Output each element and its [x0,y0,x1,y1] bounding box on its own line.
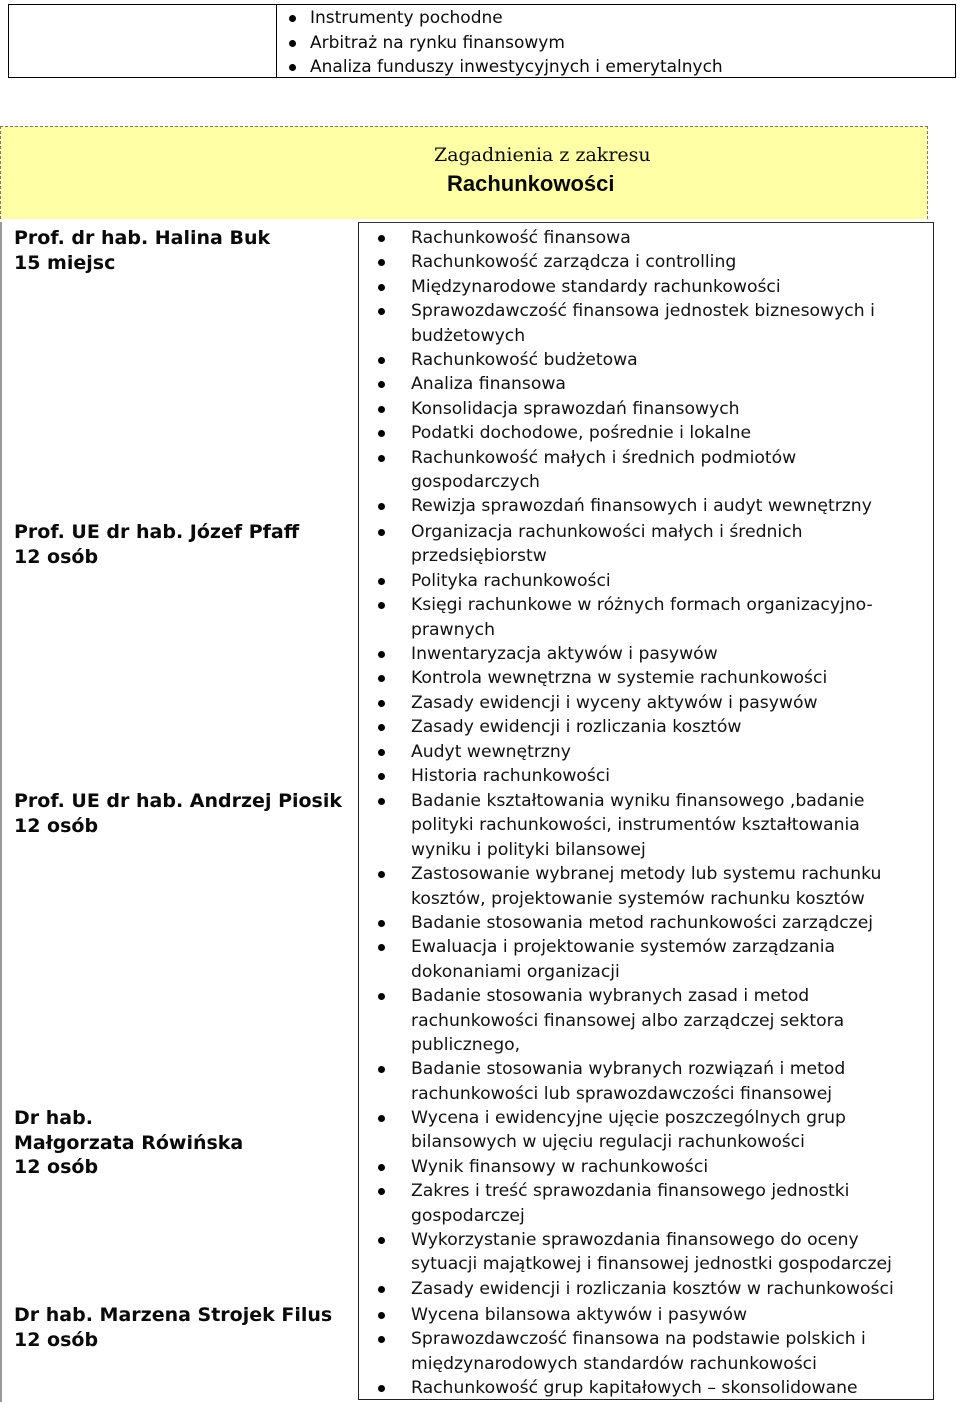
section-header-subtitle: Zagadnienia z zakresu [434,144,651,166]
section-header-title: Rachunkowości [447,171,615,196]
table-left-border [0,222,2,1402]
list-item: Rachunkowość finansowa [372,226,922,250]
list-item: Badanie stosowania wybranych rozwiązań i metod rachunkowości lub sprawozdawczości finansowej [372,1057,891,1106]
lecturer-name: Prof. UE dr hab. Andrzej Piosik [14,790,343,812]
list-item: Zastosowanie wybranej metody lub systemu rachunku kosztów, projektowanie systemów rachunku kosztów [372,862,911,911]
list-item: Sprawozdawczość finansowa na podstawie polskich i międzynarodowych standardów rachunkowości [372,1327,901,1376]
list-item: Rachunkowość budżetowa [372,348,922,372]
list-item: Zasady ewidencji i wyceny aktywów i pasywów [372,691,922,715]
list-item: Arbitraż na rynku finansowym [288,31,723,56]
list-item: Wykorzystanie sprawozdania finansowego do oceny sytuacji majątkowej i finansowej jednostki gospodarczej [372,1228,901,1277]
list-item: Analiza finansowa [372,372,922,396]
list-item: Zasady ewidencji i rozliczania kosztów w rachunkowości [372,1277,922,1301]
topic-list [372,226,922,519]
topic-list [372,1303,922,1401]
lecturer-name: Dr hab. Marzena Strojek Filus [14,1304,333,1326]
lecturer-title: Dr hab. [14,1107,93,1129]
list-item: Instrumenty pochodne [288,6,723,31]
list-item: Badanie stosowania metod rachunkowości zarządczej [372,911,922,935]
lecturer-places: 12 osób [14,1328,99,1351]
list-item: Wycena i ewidencyjne ujęcie poszczególnych grup bilansowych w ujęciu regulacji rachunkowości [372,1106,911,1155]
top-topic-list [288,6,723,80]
list-item: Księgi rachunkowe w różnych formach organizacyjno-prawnych [372,593,911,642]
list-item: Zakres i treść sprawozdania finansowego jednostki gospodarczej [372,1179,911,1228]
lecturer-cell [14,520,299,569]
list-item: Polityka rachunkowości [372,569,922,593]
list-item: Podatki dochodowe, pośrednie i lokalne [372,421,922,445]
list-item: Organizacja rachunkowości małych i średnich przedsiębiorstw [372,520,861,569]
list-item: Kontrola wewnętrzna w systemie rachunkowości [372,666,922,690]
lecturer-places: 12 osób [14,1156,99,1178]
lecturer-places: 15 miejsc [14,251,116,274]
lecturer-name: Prof. dr hab. Halina Buk [14,227,271,249]
topic-list [372,789,922,1106]
lecturer-places: 12 osób [14,545,99,568]
lecturer-cell [14,1303,332,1352]
lecturer-cell [14,1106,243,1180]
list-item: Wycena bilansowa aktywów i pasywów [372,1303,922,1327]
list-item: Rachunkowość zarządcza i controlling [372,250,922,274]
list-item: Rewizja sprawozdań finansowych i audyt wewnętrzny [372,494,922,518]
list-item: Konsolidacja sprawozdań finansowych [372,397,922,421]
lecturer-name: Małgorzata Rówińska [14,1131,244,1154]
list-item: Historia rachunkowości [372,764,922,788]
list-item: Rachunkowość małych i średnich podmiotów gospodarczych [372,446,841,495]
list-item: Międzynarodowe standardy rachunkowości [372,275,922,299]
list-item: Zasady ewidencji i rozliczania kosztów [372,715,922,739]
list-item: Sprawozdawczość finansowa jednostek biznesowych i budżetowych [372,299,922,348]
list-item: Wynik finansowy w rachunkowości [372,1155,922,1179]
list-item: Audyt wewnętrzny [372,740,922,764]
lecturer-cell [14,226,270,275]
lecturer-cell [14,789,342,838]
list-item: Badanie kształtowania wyniku finansowego ,badanie polityki rachunkowości, instrumentów kształtowania wyniku i polityki bilansowej [372,789,901,862]
list-item: Analiza funduszy inwestycyjnych i emerytalnych [288,55,723,80]
list-item: Badanie stosowania wybranych zasad i metod rachunkowości finansowej albo zarządczej sektora publicznego, [372,984,881,1057]
lecturer-name: Prof. UE dr hab. Józef Pfaff [14,521,300,543]
topic-list [372,1106,922,1301]
topic-list [372,520,922,788]
lecturer-places: 12 osób [14,814,99,837]
list-item: Rachunkowość grup kapitałowych – skonsolidowane [372,1376,922,1400]
list-item: Inwentaryzacja aktywów i pasywów [372,642,922,666]
column-divider [276,5,277,77]
list-item: Ewaluacja i projektowanie systemów zarządzania dokonaniami organizacji [372,935,881,984]
